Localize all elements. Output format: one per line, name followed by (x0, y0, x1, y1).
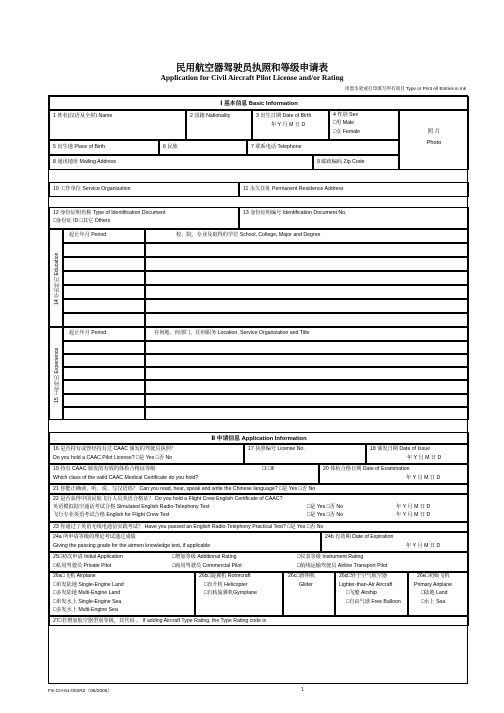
airship-checkbox[interactable]: □飞艇 Airship (346, 590, 377, 596)
license-no-field[interactable] (244, 444, 366, 464)
rotorcraft-checkbox[interactable]: 26b□旋翼机 Rotorcraft (199, 573, 251, 579)
edu-row[interactable] (145, 271, 469, 285)
telephone-field[interactable] (247, 140, 399, 155)
issue-date-ymd: 年 Y 月 M 日 D (407, 455, 442, 461)
edu-row[interactable] (63, 271, 145, 285)
edu-row[interactable] (145, 243, 469, 257)
id-type-label: 12 身份证明名称 Type of Identification Document (53, 210, 166, 216)
primary-sea-checkbox[interactable]: □水上 Sea (421, 598, 446, 605)
private-pilot-checkbox[interactable]: □私用驾驶员 Private Pilot (53, 563, 112, 569)
edu-row[interactable] (63, 299, 145, 313)
id-number-field[interactable] (239, 207, 469, 229)
name-field[interactable] (49, 110, 186, 140)
photo-box[interactable] (399, 110, 469, 170)
q22-flight-crew-options[interactable]: □是 Yes □否 No (307, 512, 344, 518)
license-no-label: 17 执照编号 License No. (248, 446, 305, 452)
birth-date-ymd: 年 Y 月 M 日 D (271, 122, 306, 128)
exp-org-header (145, 327, 469, 341)
photo-label-en: Photo (426, 139, 442, 146)
category-glider[interactable] (283, 572, 335, 616)
edu-school-label: 校、院、专业及取得的学位 School, College, Major and Degree (176, 232, 321, 238)
zip-code-field[interactable] (313, 155, 399, 170)
helicopter-checkbox[interactable]: □直升机 Helicopter (204, 581, 248, 588)
exp-row[interactable] (63, 367, 145, 380)
initial-application-checkbox[interactable]: 25□初次申请 Initial Application (53, 554, 123, 560)
exp-row[interactable] (63, 354, 145, 367)
application-form (48, 95, 468, 684)
birth-date-label: 3 出生日期 Date of Birth (256, 113, 312, 119)
exp-org-label: 在何地、何部门、任何职务 Location, Service Organization and Title (154, 330, 310, 336)
photo-label-cn: 照 片 (427, 129, 441, 135)
q27-text: 27□若增加航空器型别等级，其代码 。 If adding Aircraft Type Rating, the Type Rating code is (53, 617, 267, 624)
section-application-info: Ⅱ 申请信息 Application Information (49, 432, 469, 444)
section-basic-info: Ⅰ 基本信息 Basic Information (49, 96, 469, 110)
edu-row[interactable] (63, 285, 145, 299)
lighter-than-air-label-en: Lighter-than-Air Aircraft (339, 581, 393, 588)
q24b-label: 24b 有效期 Date of Expiration (325, 534, 394, 540)
multi-engine-land-checkbox[interactable]: □多发陆地 Multi-Engine Land (53, 590, 121, 596)
mailing-address-field[interactable] (49, 155, 313, 170)
instrument-rating-checkbox[interactable]: □仪表等级 Instrument Rating (297, 554, 364, 560)
q22-rt-test-date[interactable]: 年 Y 月 M 日 D (396, 504, 431, 510)
single-engine-sea-checkbox[interactable]: □单发水上 Single-Engine Sea (53, 598, 122, 605)
q22-rt-test-options[interactable]: □是 Yes □否 No (307, 504, 344, 510)
edu-row[interactable] (63, 313, 145, 327)
ethnicity-label: 6 民族 (163, 144, 178, 150)
multi-engine-sea-checkbox[interactable]: □多发水上 Multi-Engine Sea (53, 607, 118, 613)
q16-license-held (49, 444, 244, 464)
q22-rt-test-label: 英语模拟陆空通话考试合格 Simulated English Radio-Telephony Test (53, 504, 210, 510)
sex-male-checkbox[interactable]: □男 Male (333, 120, 355, 126)
q19-question-en: Which class of the valid CAAC Medical Certificate do you hold? (53, 475, 199, 481)
sex-field (329, 110, 399, 140)
service-org-field[interactable] (49, 182, 239, 197)
edu-period-header (63, 229, 145, 243)
edu-school-header (145, 229, 469, 243)
sex-label: 4 性别 Sex (333, 112, 359, 118)
edu-period-label: 起止年月 Period (69, 232, 107, 238)
telephone-label: 7 联系电话 Telephone (251, 144, 302, 150)
q21-chinese-language[interactable] (49, 484, 469, 494)
exp-period-label: 起止年月 Period (69, 330, 107, 336)
free-balloon-checkbox[interactable]: □自由气球 Free Balloon (346, 598, 401, 605)
residence-label: 11 永久住址 Permanent Residence Address (243, 186, 344, 192)
airplane-checkbox[interactable]: 26a□飞机 Airplane (53, 573, 96, 579)
fill-instruction: 用墨水笔或打印填写所有项目 Type or Print All Entries in Ink (345, 86, 466, 91)
exp-row[interactable] (63, 394, 145, 407)
q24b-ymd: 年 Y 月 M 日 D (406, 543, 441, 549)
q19-medical-class (49, 464, 319, 484)
experience-side (49, 327, 63, 420)
edu-row[interactable] (145, 299, 469, 313)
education-side (49, 229, 63, 327)
primary-land-checkbox[interactable]: □陆地 Land (421, 590, 448, 596)
issue-date-label: 18 颁发日期 Date of Issue (370, 446, 430, 452)
form-title-en: Application for Civil Aircraft Pilot License and/or Rating (160, 73, 344, 82)
exp-row[interactable] (145, 341, 469, 354)
additional-rating-checkbox[interactable]: □增加等级 Additional Rating (172, 554, 237, 560)
q22-flight-crew-date[interactable]: 年 Y 月 M 日 D (396, 512, 431, 518)
q24b-expiration-date[interactable] (321, 532, 469, 552)
mailing-address-label: 8 通讯地址 Mailing Address (53, 159, 117, 165)
q16-options[interactable]: Do you hold a CAAC Pilot License? □是 Yes □否 No (53, 455, 173, 461)
exp-row[interactable] (145, 354, 469, 367)
birth-date-field[interactable] (252, 110, 329, 140)
q24a-label-cn: 24a 所申请等级的理论考试通过成绩 (53, 534, 136, 540)
exp-row[interactable] (145, 394, 469, 407)
nationality-label: 2 国籍 Nationality (190, 113, 231, 119)
edu-row[interactable] (145, 313, 469, 327)
category-rotorcraft[interactable] (195, 572, 283, 616)
category-airplane[interactable] (49, 572, 195, 616)
category-lighter-than-air[interactable] (335, 572, 408, 616)
exp-row[interactable] (63, 407, 145, 420)
q27-type-rating[interactable] (49, 616, 469, 626)
exam-date-field[interactable] (319, 464, 469, 484)
form-code: FS-CH-61-002R2（05/2005） (48, 689, 113, 694)
experience-label: 15 工作经历 Experience (54, 347, 60, 403)
exam-date-ymd: 年 Y 月 M 日 D (406, 475, 441, 481)
primary-airplane-checkbox[interactable]: 26e□初级飞机 (417, 573, 450, 579)
q21-text: 21 你能正确读、听、说、写汉语吗？ Can you read, hear, speak and write the Chinese language? □是 Yes □否 No (53, 485, 316, 492)
single-engine-land-checkbox[interactable]: □单发陆地 Single-Engine Land (53, 581, 124, 588)
exam-date-label: 20 体检合格日期 Date of Examination (323, 466, 410, 472)
commercial-pilot-checkbox[interactable]: □商用驾驶员 Commercial Pilot (172, 563, 242, 569)
glider-label-en: Glider (299, 581, 313, 588)
q16-question-cn: 16 是否持有或曾经持有过 CAAC 颁发的驾驶员执照？ (53, 446, 177, 452)
q22-english-certificate (49, 494, 469, 522)
q23-text: 23 你通过了英语无线电通信实践考试？ Have you passed an English Radio-Telephony Practical Test? □是 Yes □否 No (53, 523, 324, 530)
q19-class-options[interactable]: □Ⅰ □Ⅱ (262, 466, 274, 472)
ethnicity-field[interactable] (159, 140, 247, 155)
nationality-field[interactable] (186, 110, 252, 140)
exp-row[interactable] (145, 407, 469, 420)
q25-application-type (49, 552, 469, 572)
primary-airplane-label-en: Primary Airplane (414, 581, 453, 588)
id-type-options[interactable]: □身份证 ID □其它 Others (53, 218, 111, 224)
exp-row[interactable] (63, 341, 145, 354)
exp-period-header (63, 327, 145, 341)
residence-field[interactable] (239, 182, 469, 197)
issue-date-field[interactable] (366, 444, 469, 464)
q23-rt-practical[interactable] (49, 522, 469, 532)
exp-row[interactable] (63, 380, 145, 394)
service-org-label: 10 工作单位 Service Organization (53, 186, 131, 192)
sex-female-checkbox[interactable]: □女 Female (333, 129, 361, 135)
category-primary-airplane[interactable] (408, 572, 469, 616)
education-label: 14 学历经历 Education (54, 252, 60, 306)
edu-row[interactable] (63, 257, 145, 271)
edu-row[interactable] (145, 257, 469, 271)
q22-flight-crew-label: 飞行专业英语考试合格 English for Flight Crew Test (53, 512, 170, 518)
id-type-field[interactable] (49, 207, 239, 229)
glider-checkbox[interactable]: 26c□滑翔机 (288, 573, 316, 579)
edu-row[interactable] (145, 285, 469, 299)
exp-row[interactable] (145, 367, 469, 380)
zip-code-label: 9 邮政编码 Zip Code (317, 159, 365, 165)
q22-question: 22 是否获得中国民航飞行人员英语合格证？ Do you hold a Flight Crew English Certificate of CAAC? (53, 496, 283, 502)
edu-row[interactable] (63, 243, 145, 257)
form-title-cn: 民用航空器驾驶员执照和等级申请表 (175, 63, 328, 74)
q24a-knowledge-grade[interactable] (49, 532, 321, 552)
birthplace-label: 5 出生地 Place of Birth (53, 144, 106, 150)
exp-row[interactable] (145, 380, 469, 394)
page-number: 1 (301, 687, 304, 693)
name-label: 1 姓名(汉语及全拼) Name (53, 113, 113, 119)
airline-transport-pilot-checkbox[interactable]: □航线运输驾驶员 Airline Transport Pilot (297, 563, 388, 569)
lighter-than-air-checkbox[interactable]: 26d□轻于空气航空器 (339, 573, 388, 579)
q24a-label-en: Giving the passing grade for the airmen knowledge test, if applicable (53, 543, 211, 549)
birthplace-field[interactable] (49, 140, 159, 155)
gyroplane-checkbox[interactable]: □自转旋翼机Gyroplane (204, 590, 258, 596)
id-number-label: 13 身份证明编号 Identification Document No. (243, 210, 347, 216)
q19-question-cn: 19 持有 CAAC 颁发的有效的体检合格证等级 (53, 466, 156, 472)
